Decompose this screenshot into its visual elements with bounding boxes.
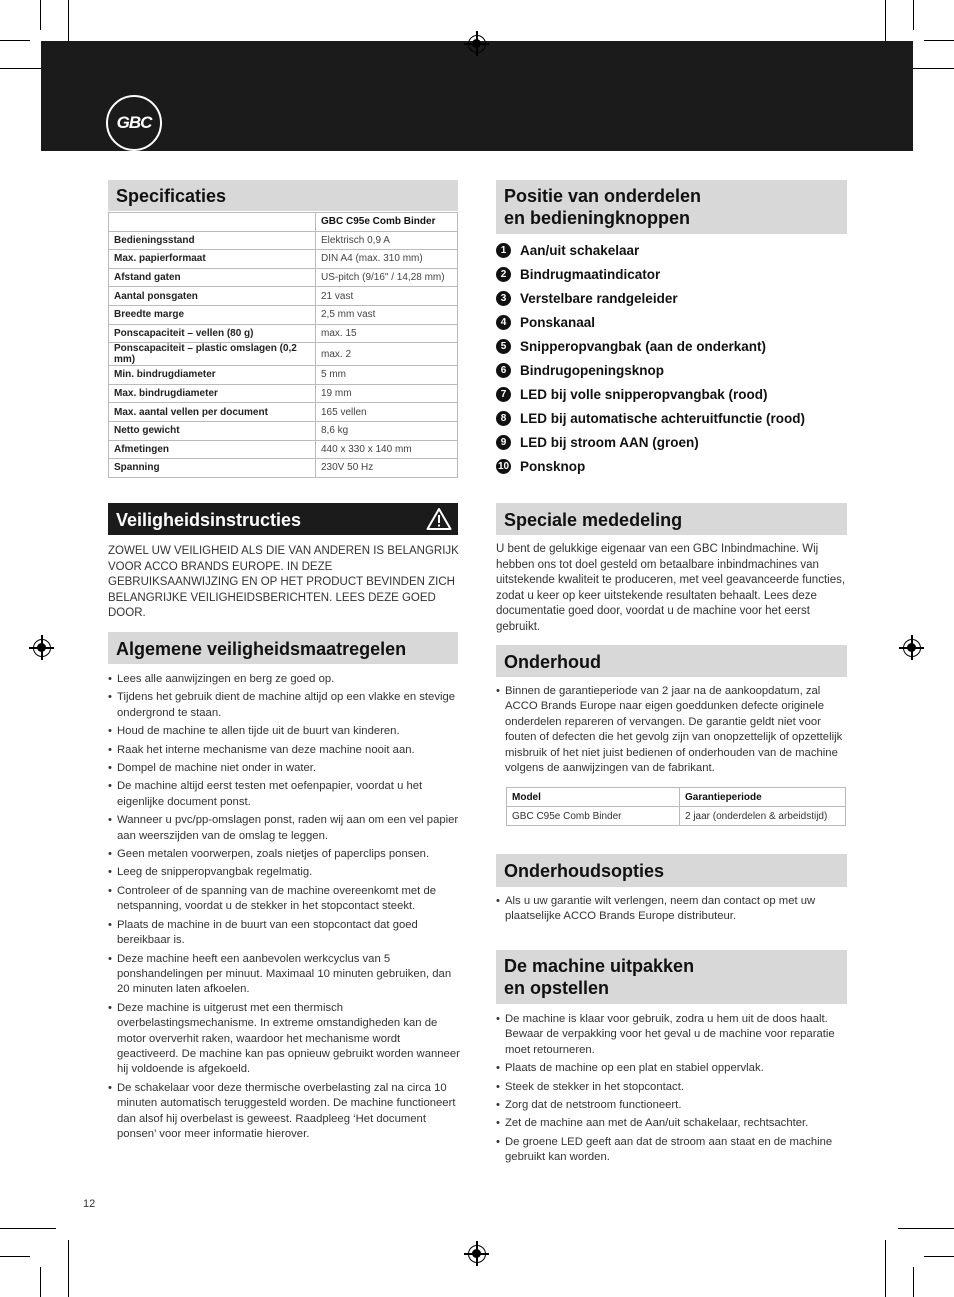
spec-label: Afstand gaten (109, 268, 316, 287)
part-label: Ponskanaal (520, 314, 596, 330)
part-label: LED bij automatische achteruitfunctie (rood) (520, 410, 806, 426)
list-item: • Dompel de machine niet onder in water. (108, 761, 460, 776)
list-item (496, 334, 851, 358)
maintenance-title: Onderhoud (504, 652, 601, 672)
parts-title-line1: Positie van onderdelen (504, 186, 702, 206)
list-item: • Controleer of de spanning van de machine overeenkomt met de netspanning, voordat u de stekker in het stopcontact steekt. (108, 884, 460, 915)
list-item: • Leeg de snipperopvangbak regelmatig. (108, 865, 460, 880)
crop-mark (913, 0, 914, 30)
table-header-row (109, 213, 458, 232)
table-row (109, 231, 458, 250)
page-number: 12 (83, 1198, 96, 1210)
crop-mark (924, 40, 954, 41)
logo-text: GBC (116, 113, 152, 132)
warranty-table (506, 787, 846, 826)
table-header-cell: Model (507, 788, 680, 807)
number-badge: 2 (496, 267, 511, 282)
part-label: Bindrugopeningsknop (520, 362, 664, 378)
special-text: U bent de gelukkige eigenaar van een GBC Inbindmachine. Wij hebben ons tot doel gesteld om betaalbare inbindmachines van uitstekende kwaliteit te produceren, met veel geavanceerde functies, zodat u keer op keer uitstekende resultaten behaalt. Lees deze documentatie goed door, voordat u de machine voor het eerst gebruikt. (496, 543, 846, 633)
registration-mark-icon (903, 639, 921, 657)
part-label: LED bij volle snipperopvangbak (rood) (520, 386, 768, 402)
crop-mark (898, 1228, 954, 1229)
list-item (496, 238, 851, 262)
list-item (496, 358, 851, 382)
number-badge: 6 (496, 363, 511, 378)
crop-mark (0, 40, 30, 41)
safety-heading (108, 503, 458, 535)
list-item (496, 430, 851, 454)
options-list (496, 894, 848, 928)
list-item (496, 310, 851, 334)
list-item: • Lees alle aanwijzingen en berg ze goed op. (108, 672, 460, 687)
crop-mark (68, 1240, 69, 1297)
table-header-cell (109, 213, 316, 232)
list-item (496, 262, 851, 286)
options-title: Onderhoudsopties (504, 861, 665, 881)
table-row (109, 305, 458, 324)
special-title: Speciale mededeling (504, 510, 683, 530)
spec-label: Ponscapaciteit – plastic omslagen (0,2 mm) (109, 343, 316, 366)
spec-label: Aantal ponsgaten (109, 287, 316, 306)
header-band (41, 41, 913, 151)
spec-value: 165 vellen (316, 403, 458, 422)
part-label: Verstelbare randgeleider (520, 290, 678, 306)
crop-mark (924, 1256, 954, 1257)
list-item: • Houd de machine te allen tijde uit de buurt van kinderen. (108, 724, 460, 739)
warning-triangle-icon (426, 507, 452, 531)
list-item: • Raak het interne mechanisme van deze machine nooit aan. (108, 743, 460, 758)
unpack-list (496, 1012, 848, 1169)
list-item: • Deze machine is uitgerust met een thermisch overbelastingsmechanisme. In extreme omstandigheden kan de motor oververhit raken, waardoor het mechanisme wordt geactiveerd. De machine kan pas opnieuw gebruikt worden wanneer hij voldoende is afgekoeld. (108, 1001, 460, 1078)
maintenance-heading (496, 645, 847, 677)
number-badge: 4 (496, 315, 511, 330)
general-heading (108, 632, 458, 664)
maintenance-list (496, 684, 848, 779)
general-list (108, 672, 460, 1145)
special-heading (496, 503, 847, 535)
crop-mark (885, 1240, 886, 1297)
parts-list (496, 238, 851, 478)
part-label: Ponsknop (520, 458, 586, 474)
spec-label: Breedte marge (109, 305, 316, 324)
number-badge: 5 (496, 339, 511, 354)
list-item: • Zorg dat de netstroom functioneert. (496, 1098, 848, 1113)
list-item: • Steek de stekker in het stopcontact. (496, 1080, 848, 1095)
table-header-cell: Garantieperiode (680, 788, 846, 807)
crop-mark (913, 1267, 914, 1297)
table-row (109, 440, 458, 459)
table-row (507, 807, 846, 826)
list-item: • Binnen de garantieperiode van 2 jaar na de aankoopdatum, zal ACCO Brands Europe naar eigen goeddunken defecte originele onderdelen repareren of vervangen. De garantie geldt niet voor fouten of defecten die het gevolg zijn van onopzettelijk of opzettelijk misbruik of het niet juist bedienen of onderhouden van de machine volgens de aanwijzingen van de fabrikant. (496, 684, 848, 776)
table-header-row (507, 788, 846, 807)
list-item: • De machine altijd eerst testen met oefenpapier, voordat u het eigenlijke document ponst. (108, 779, 460, 810)
list-item: • De machine is klaar voor gebruik, zodra u hem uit de doos haalt. Bewaar de verpakking voor het geval u de machine voor reparatie moet retourneren. (496, 1012, 848, 1058)
table-cell: 2 jaar (onderdelen & arbeidstijd) (680, 807, 846, 826)
options-heading (496, 854, 847, 887)
spec-value: Elektrisch 0,9 A (316, 231, 458, 250)
list-item: • Deze machine heeft een aanbevolen werkcyclus van 5 ponshandelingen per minuut. Maximaal 10 minuten gebruiken, dan 20 minuten laten afkoelen. (108, 952, 460, 998)
list-item: • Als u uw garantie wilt verlengen, neem dan contact op met uw plaatselijke ACCO Brands Europe distributeur. (496, 894, 848, 925)
part-label: Aan/uit schakelaar (520, 242, 640, 258)
table-row (109, 459, 458, 478)
table-row (109, 250, 458, 269)
specs-title: Specificaties (116, 186, 227, 206)
spec-label: Afmetingen (109, 440, 316, 459)
spec-value: 19 mm (316, 384, 458, 403)
registration-mark-icon (33, 639, 51, 657)
table-row (109, 403, 458, 422)
list-item: • De schakelaar voor deze thermische overbelasting zal na circa 10 minuten automatisch teruggesteld worden. De machine functioneert dan alsof hij overbelast is geweest. Raadpleeg ‘Het document ponsen’ voor meer informatie hierover. (108, 1081, 460, 1143)
spec-value: 230V 50 Hz (316, 459, 458, 478)
number-badge: 10 (497, 460, 510, 472)
spec-label: Max. aantal vellen per document (109, 403, 316, 422)
spec-label: Spanning (109, 459, 316, 478)
table-row (109, 268, 458, 287)
parts-heading (496, 180, 847, 234)
number-badge: 9 (496, 435, 511, 450)
specs-table (108, 212, 458, 478)
crop-mark (0, 1256, 30, 1257)
part-label: LED bij stroom AAN (groen) (520, 434, 699, 450)
spec-label: Min. bindrugdiameter (109, 366, 316, 385)
number-badge: 8 (496, 411, 511, 426)
specs-heading (108, 180, 458, 211)
spec-value: 2,5 mm vast (316, 305, 458, 324)
part-label: Snipperopvangbak (aan de onderkant) (520, 338, 767, 354)
table-row (109, 343, 458, 366)
spec-value: 440 x 330 x 140 mm (316, 440, 458, 459)
list-item: • Plaats de machine in de buurt van een stopcontact dat goed bereikbaar is. (108, 918, 460, 949)
part-label: Bindrugmaatindicator (520, 266, 661, 282)
crop-mark (0, 1228, 56, 1229)
safety-title: Veiligheidsinstructies (116, 510, 302, 530)
table-row (109, 287, 458, 306)
table-header-cell: GBC C95e Comb Binder (316, 213, 458, 232)
spec-value: US-pitch (9/16" / 14,28 mm) (316, 268, 458, 287)
number-badge: 3 (496, 291, 511, 306)
crop-mark (40, 1267, 41, 1297)
list-item (496, 406, 851, 430)
unpack-title-line1: De machine uitpakken (504, 956, 695, 976)
spec-value: 8,6 kg (316, 421, 458, 440)
registration-mark-icon (468, 1245, 486, 1263)
spec-label: Bedieningsstand (109, 231, 316, 250)
table-row (109, 324, 458, 343)
spec-label: Max. papierformaat (109, 250, 316, 269)
table-row (109, 366, 458, 385)
table-row (109, 384, 458, 403)
list-item: • Geen metalen voorwerpen, zoals nietjes of paperclips ponsen. (108, 847, 460, 862)
spec-label: Max. bindrugdiameter (109, 384, 316, 403)
general-title: Algemene veiligheidsmaatregelen (116, 639, 407, 659)
unpack-title-line2: en opstellen (504, 978, 610, 998)
spec-value: DIN A4 (max. 310 mm) (316, 250, 458, 269)
safety-text: ZOWEL UW VEILIGHEID ALS DIE VAN ANDEREN IS BELANGRIJK VOOR ACCO BRANDS EUROPE. IN DEZE GEBRUIKSAANWIJZING EN OP HET PRODUCT BEVINDEN ZICH BELANGRIJKE VEILIGHEIDSBERICHTEN. LEES DEZE GOED DOOR. (108, 545, 459, 619)
crop-mark (40, 0, 41, 30)
spec-value: 21 vast (316, 287, 458, 306)
spec-label: Netto gewicht (109, 421, 316, 440)
spec-label: Ponscapaciteit – vellen (80 g) (109, 324, 316, 343)
list-item: • Wanneer u pvc/pp-omslagen ponst, raden wij aan om een vel papier aan weerszijden van de omslag te leggen. (108, 813, 460, 844)
number-badge: 7 (496, 387, 511, 402)
spec-value: 5 mm (316, 366, 458, 385)
unpack-heading (496, 950, 847, 1004)
table-row (109, 421, 458, 440)
list-item (496, 286, 851, 310)
list-item: • Zet de machine aan met de Aan/uit schakelaar, rechtsachter. (496, 1116, 848, 1131)
table-cell: GBC C95e Comb Binder (507, 807, 680, 826)
list-item (496, 382, 851, 406)
registration-mark-icon (468, 35, 486, 53)
list-item: • De groene LED geeft aan dat de stroom aan staat en de machine gebruikt kan worden. (496, 1135, 848, 1166)
list-item: • Plaats de machine op een plat en stabiel oppervlak. (496, 1061, 848, 1076)
spec-value: max. 2 (316, 343, 458, 366)
gbc-logo (106, 95, 162, 151)
list-item: • Tijdens het gebruik dient de machine altijd op een vlakke en stevige ondergrond te staan. (108, 690, 460, 721)
parts-title-line2: en bedieningknoppen (504, 208, 691, 228)
list-item (496, 454, 851, 478)
spec-value: max. 15 (316, 324, 458, 343)
number-badge: 1 (496, 243, 511, 258)
